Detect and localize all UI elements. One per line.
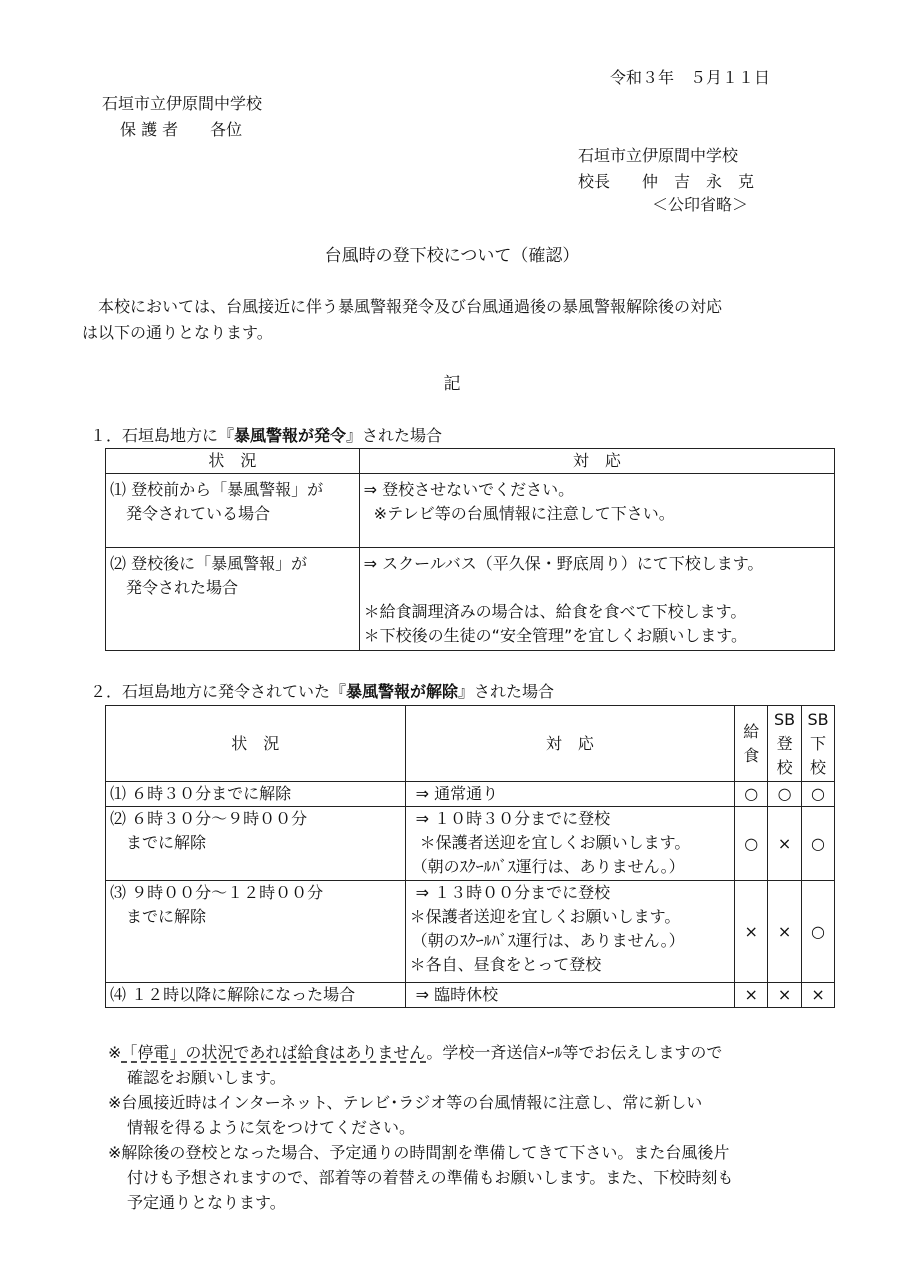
sender-principal: 校長 仲 吉 永 克 (578, 172, 755, 191)
status-cell (106, 881, 406, 983)
response-line: ⇒ スクールバス（平久保・野底周り）にて下校します。 (363, 554, 764, 573)
section1-heading-pre: １．石垣島地方に『 (90, 426, 235, 445)
table-header-row (106, 706, 835, 782)
status-cell (106, 548, 360, 651)
response-line: （朝のｽｸｰﾙﾊﾞｽ運行は、ありません。） (411, 931, 685, 950)
status-line: ⑶ ９時００分～１２時００分 (110, 883, 324, 902)
note-1-line-2: 確認をお願いします。 (127, 1068, 286, 1087)
response-cell (359, 474, 834, 548)
response-cell (405, 807, 735, 881)
section2-heading-bold: 暴風警報が解除 (346, 682, 459, 701)
table-row (106, 983, 835, 1008)
table-row (106, 474, 835, 548)
response-line: ⇒ １０時３０分までに登校 (415, 809, 611, 828)
section2-heading-pre: ２．石垣島地方に発令されていた『 (90, 682, 347, 701)
table-header-row (106, 449, 835, 474)
sender-school: 石垣市立伊原間中学校 (578, 146, 739, 165)
ki-marker: 記 (443, 374, 461, 394)
response-line: ⇒ １３時００分までに登校 (415, 883, 611, 902)
section1-table (105, 448, 835, 651)
col-lunch-header (735, 706, 768, 782)
lunch-mark: ○ (735, 807, 768, 881)
col-response-header: 対 応 (359, 449, 834, 474)
status-line: 発令された場合 (126, 578, 239, 597)
response-line: （朝のｽｸｰﾙﾊﾞｽ運行は、ありません。） (411, 857, 685, 876)
note-1-underlined: 「停電」の状況であれば給食はありません (121, 1043, 427, 1062)
response-line: ＊保護者送迎を宜しくお願いします。 (409, 907, 681, 926)
sb-out-mark: ○ (802, 881, 835, 983)
response-line: ⇒ 登校させないでください。 (363, 480, 575, 499)
status-line: ⑵ 登校後に「暴風警報」が (110, 554, 308, 573)
response-line: ⇒ 臨時休校 (415, 985, 499, 1004)
date: 令和３年 ５月１１日 (610, 68, 771, 87)
page-title: 台風時の登下校について（確認） (324, 246, 580, 266)
note-3-line-2: 付けも予想されますので、部着等の着替えの準備もお願いします。また、下校時刻も (127, 1168, 734, 1187)
status-cell (106, 983, 406, 1008)
header-char: 給 (743, 721, 760, 741)
intro-line-2: は以下の通りとなります。 (82, 323, 273, 342)
section1-heading-bold: 暴風警報が発令 (234, 426, 347, 445)
col-status-header: 状 況 (106, 449, 360, 474)
status-line: 発令されている場合 (126, 504, 271, 523)
sb-out-mark: ○ (802, 782, 835, 807)
status-line: ⑴ ６時３０分までに解除 (110, 784, 292, 803)
response-line: ※テレビ等の台風情報に注意して下さい。 (373, 504, 675, 523)
note-3-line-3: 予定通りとなります。 (127, 1193, 286, 1212)
section2-heading (90, 680, 554, 704)
seal-note: ＜公印省略＞ (652, 195, 749, 214)
response-line: ＊保護者送迎を宜しくお願いします。 (419, 833, 691, 852)
col-sb-in-header (768, 706, 802, 782)
response-line: ⇒ 通常通り (415, 784, 499, 803)
section1-heading (90, 424, 442, 448)
header-char: 校 (810, 757, 827, 777)
response-cell (405, 782, 735, 807)
note-1-rest: 。学校一斉送信ﾒｰﾙ等でお伝えしますので (426, 1043, 723, 1062)
note-2-line-1: ※台風接近時はインターネット、テレビ･ラジオ等の台風情報に注意し、常に新しい (108, 1093, 703, 1112)
section2-heading-post: 』された場合 (458, 682, 555, 701)
header-char: 下 (810, 733, 827, 753)
intro-line-1: 本校においては、台風接近に伴う暴風警報発令及び台風通過後の暴風警報解除後の対応 (98, 297, 723, 316)
sb-in-mark: ○ (768, 782, 802, 807)
lunch-mark: × (735, 881, 768, 983)
note-marker: ※ (108, 1043, 122, 1062)
sb-out-mark: ○ (802, 807, 835, 881)
note-1-line-1 (108, 1041, 722, 1065)
response-cell (405, 983, 735, 1008)
response-line: ＊下校後の生徒の“安全管理”を宜しくお願いします。 (363, 626, 747, 645)
response-line: ＊各自、昼食をとって登校 (409, 955, 602, 974)
header-char: SB (774, 709, 796, 729)
status-cell (106, 474, 360, 548)
status-line: までに解除 (126, 833, 207, 852)
sb-in-mark: × (768, 983, 802, 1008)
note-3-line-1: ※解除後の登校となった場合、予定通りの時間割を準備してきて下さい。また台風後片 (108, 1143, 730, 1162)
header-char: 校 (776, 757, 793, 777)
header-char: SB (807, 709, 829, 729)
col-sb-out-header (802, 706, 835, 782)
status-line: までに解除 (126, 907, 207, 926)
section1-heading-post: 』された場合 (346, 426, 443, 445)
response-cell (405, 881, 735, 983)
header-char: 食 (743, 745, 760, 765)
col-status-header: 状 況 (106, 706, 406, 782)
status-line: ⑵ ６時３０分～９時００分 (110, 809, 308, 828)
table-row (106, 548, 835, 651)
status-line: ⑷ １２時以降に解除になった場合 (110, 985, 356, 1004)
sb-in-mark: × (768, 807, 802, 881)
section2-table (105, 705, 835, 1008)
status-cell (106, 782, 406, 807)
lunch-mark: × (735, 983, 768, 1008)
recipient: 保 護 者 各位 (120, 120, 243, 139)
recipient-school: 石垣市立伊原間中学校 (102, 94, 263, 113)
status-cell (106, 807, 406, 881)
sb-out-mark: × (802, 983, 835, 1008)
lunch-mark: ○ (735, 782, 768, 807)
status-line: ⑴ 登校前から「暴風警報」が (110, 480, 324, 499)
col-response-header: 対 応 (405, 706, 735, 782)
response-line: ＊給食調理済みの場合は、給食を食べて下校します。 (363, 602, 747, 621)
response-cell (359, 548, 834, 651)
header-char: 登 (776, 733, 793, 753)
sb-in-mark: × (768, 881, 802, 983)
table-row (106, 807, 835, 881)
note-2-line-2: 情報を得るように気をつけてください。 (127, 1118, 416, 1137)
table-row (106, 881, 835, 983)
table-row (106, 782, 835, 807)
